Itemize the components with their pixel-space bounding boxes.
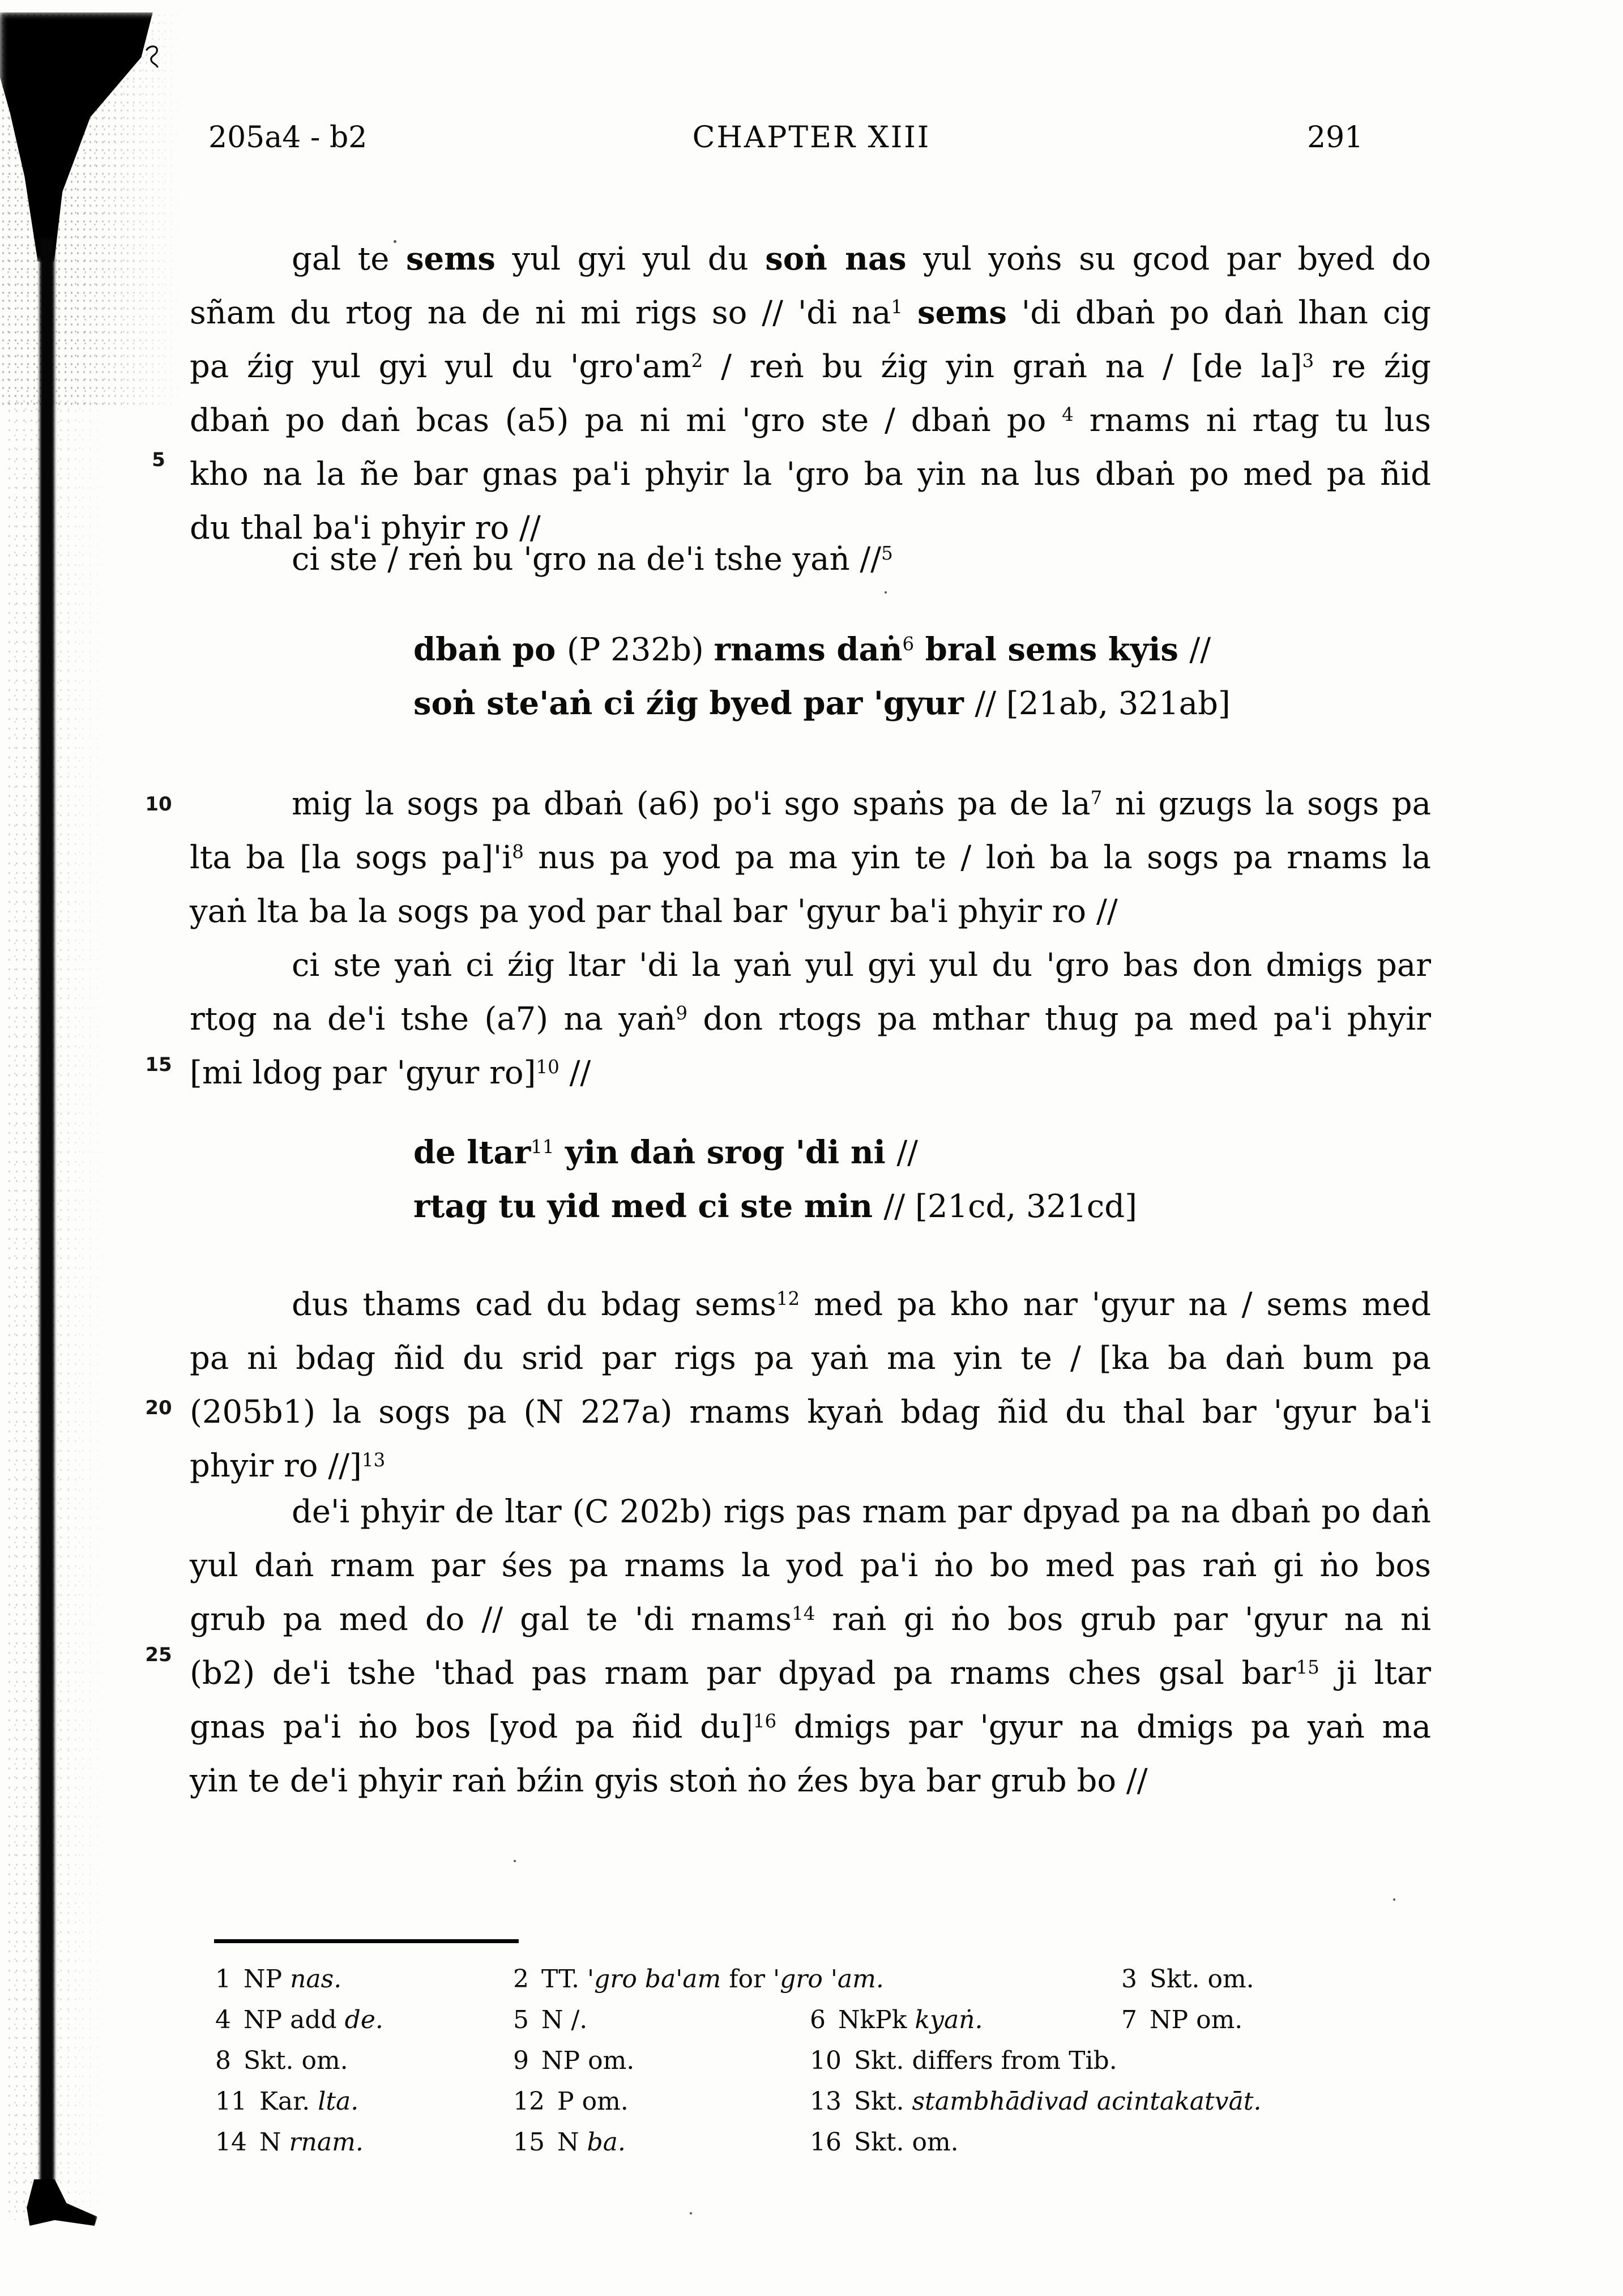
footnote-9 bbox=[513, 2045, 634, 2077]
text-segment: ci ste yaṅ ci źig ltar 'di la yaṅ yul gyi yul du 'gro bas don dmigs par bbox=[292, 947, 1431, 984]
footnote-reference-superscript: 13 bbox=[361, 1449, 386, 1471]
text-segment: ni gzugs la sogs pa bbox=[1102, 786, 1431, 822]
footnote-number: 1 bbox=[215, 1965, 231, 1994]
footnote-10 bbox=[810, 2045, 1117, 2077]
text-segment: Skt. om. bbox=[1150, 1965, 1254, 1994]
scan-noise-dot bbox=[1393, 1898, 1395, 1901]
footnote-number: 8 bbox=[215, 2046, 231, 2075]
footnote-reference-superscript: 10 bbox=[536, 1056, 559, 1078]
text-segment: 'gro 'am. bbox=[773, 1965, 884, 1994]
text-segment: NkPk bbox=[838, 2005, 915, 2034]
text-segment: de ltar bbox=[413, 1134, 531, 1171]
text-segment: for bbox=[721, 1965, 774, 1994]
text-segment: lta ba [la sogs pa]'i bbox=[190, 839, 512, 876]
text-line bbox=[190, 1539, 1431, 1593]
footnote-number: 3 bbox=[1121, 1965, 1137, 1994]
footnote-7 bbox=[1121, 2004, 1242, 2037]
text-segment: 'di dbaṅ po daṅ lhan cig bbox=[1006, 295, 1431, 331]
footnote-1 bbox=[215, 1963, 341, 1996]
text-segment: phyir ro //] bbox=[190, 1448, 362, 1484]
text-segment: N bbox=[557, 2128, 587, 2157]
footnote-13 bbox=[810, 2085, 1261, 2118]
text-segment: mig la sogs pa dbaṅ (a6) po'i sgo spaṅs pa de la bbox=[292, 786, 1091, 822]
text-line bbox=[190, 286, 1431, 340]
text-segment: don rtogs pa mthar thug pa med pa'i phyir bbox=[687, 1001, 1431, 1038]
text-segment: yin te de'i phyir raṅ bźin gyis stoṅ ṅo źes bya bar grub bo // bbox=[190, 1762, 1148, 1799]
footnote-number: 13 bbox=[810, 2087, 842, 2116]
footnote-reference-superscript: 9 bbox=[676, 1002, 688, 1025]
text-line bbox=[190, 1754, 1431, 1808]
text-segment: Skt. om. bbox=[854, 2128, 959, 2157]
footnote-reference-superscript: 4 bbox=[1062, 404, 1074, 426]
footnote-number: 5 bbox=[513, 2005, 529, 2034]
margin-line-number-15: 15 bbox=[145, 1053, 172, 1076]
text-segment: med pa kho nar 'gyur na / sems med bbox=[800, 1286, 1432, 1323]
text-line bbox=[190, 831, 1431, 885]
text-segment: ji ltar bbox=[1319, 1655, 1431, 1692]
margin-line-number-10: 10 bbox=[145, 793, 172, 816]
text-segment: gal te bbox=[292, 241, 406, 278]
text-line bbox=[413, 677, 1231, 731]
folio-reference: 205a4 - b2 bbox=[208, 121, 368, 155]
text-line bbox=[190, 1700, 1431, 1754]
text-segment: P om. bbox=[557, 2087, 629, 2116]
text-segment: de. bbox=[344, 2005, 383, 2034]
text-segment: 'gro ba'am bbox=[587, 1965, 721, 1994]
verse-block bbox=[413, 623, 1231, 731]
footnote-reference-superscript: 7 bbox=[1090, 787, 1103, 809]
text-segment: pa ni bdag ñid du srid par rigs pa yaṅ ma yin te / [ka ba daṅ bum pa bbox=[190, 1340, 1431, 1377]
text-segment: rtag tu yid med ci ste min bbox=[413, 1188, 884, 1225]
footnote-15 bbox=[513, 2126, 626, 2159]
paragraph bbox=[190, 532, 1431, 586]
text-segment: // [21ab, 321ab] bbox=[975, 685, 1231, 722]
text-line bbox=[190, 1385, 1431, 1439]
text-segment: dbaṅ po daṅ bcas (a5) pa ni mi 'gro ste / dbaṅ po bbox=[190, 402, 1062, 439]
text-line bbox=[190, 394, 1431, 447]
text-segment: sems bbox=[917, 294, 1007, 331]
text-segment: rtog na de'i tshe (a7) na yaṅ bbox=[190, 1001, 676, 1038]
scan-noise-dot bbox=[690, 2212, 692, 2214]
text-segment: raṅ gi ṅo bos grub par 'gyur na ni bbox=[815, 1601, 1432, 1638]
footnote-11 bbox=[215, 2085, 358, 2118]
text-line bbox=[190, 1593, 1431, 1646]
text-segment: dbaṅ po bbox=[413, 631, 567, 668]
footnote-number: 14 bbox=[215, 2128, 247, 2157]
scan-speckle-noise bbox=[0, 11, 193, 408]
margin-line-number-25: 25 bbox=[145, 1644, 172, 1666]
paragraph bbox=[190, 938, 1431, 1100]
paragraph bbox=[190, 232, 1431, 555]
text-segment: de'i phyir de ltar (C 202b) rigs pas rnam par dpyad pa na dbaṅ po daṅ bbox=[292, 1493, 1431, 1530]
text-line bbox=[190, 885, 1431, 938]
text-segment: nas. bbox=[290, 1965, 342, 1994]
text-segment: soṅ ste'aṅ ci źig byed par 'gyur bbox=[413, 685, 975, 722]
footnote-number: 7 bbox=[1121, 2005, 1137, 2034]
text-segment: Kar. bbox=[259, 2087, 318, 2116]
verse-block bbox=[413, 1126, 1137, 1234]
text-segment: gnas pa'i ṅo bos [yod pa ñid du] bbox=[190, 1709, 753, 1746]
footnote-16 bbox=[810, 2126, 959, 2159]
scan-speckle-noise bbox=[6, 396, 113, 2220]
text-segment: pa źig yul gyi yul du 'gro'am bbox=[190, 348, 691, 385]
footnote-number: 10 bbox=[810, 2046, 842, 2075]
text-segment: kho na la ñe bar gnas pa'i phyir la 'gro ba yin na lus dbaṅ po med pa ñid bbox=[190, 456, 1431, 493]
scan-pen-squiggle bbox=[144, 44, 163, 70]
footnote-reference-superscript: 5 bbox=[881, 543, 893, 565]
scan-noise-dot bbox=[514, 1860, 516, 1862]
text-segment: sñam du rtog na de ni mi rigs so // 'di na bbox=[190, 295, 891, 331]
footnote-3 bbox=[1121, 1963, 1254, 1996]
text-segment: ba. bbox=[587, 2128, 626, 2157]
text-segment: Skt. bbox=[854, 2087, 912, 2116]
text-segment: NP add bbox=[244, 2005, 345, 2034]
footnote-12 bbox=[513, 2085, 629, 2118]
text-segment: rnam. bbox=[289, 2128, 364, 2157]
text-line bbox=[190, 532, 1431, 586]
text-segment: rnams daṅ bbox=[714, 631, 903, 668]
text-segment: // bbox=[896, 1134, 919, 1171]
footnote-14 bbox=[215, 2126, 364, 2159]
text-segment: kyaṅ. bbox=[915, 2005, 983, 2034]
text-line bbox=[190, 1331, 1431, 1385]
footnote-8 bbox=[215, 2045, 348, 2077]
text-segment: Skt. om. bbox=[244, 2046, 348, 2075]
chapter-title: CHAPTER XIII bbox=[692, 121, 931, 155]
text-segment: (205b1) la sogs pa (N 227a) rnams kyaṅ bdag ñid du thal bar 'gyur ba'i bbox=[190, 1394, 1431, 1431]
text-segment bbox=[903, 295, 917, 331]
text-line bbox=[190, 777, 1431, 831]
text-line bbox=[413, 623, 1231, 677]
footnote-reference-superscript: 15 bbox=[1296, 1657, 1319, 1679]
text-line bbox=[190, 992, 1431, 1046]
footnote-reference-superscript: 12 bbox=[776, 1288, 800, 1310]
text-segment: Skt. differs from Tib. bbox=[854, 2046, 1117, 2075]
text-segment: stambhādivad acintakatvāt. bbox=[912, 2087, 1262, 2116]
text-segment: ci ste / reṅ bu 'gro na de'i tshe yaṅ // bbox=[292, 541, 882, 578]
footnote-number: 2 bbox=[513, 1965, 529, 1994]
text-segment: // bbox=[1189, 631, 1211, 668]
text-segment: (b2) de'i tshe 'thad pas rnam par dpyad pa rnams ches gsal bar bbox=[190, 1655, 1296, 1692]
text-segment: yul daṅ rnam par śes pa rnams la yod pa'i ṅo bo med pas raṅ gi ṅo bos bbox=[190, 1547, 1431, 1584]
text-line bbox=[190, 1278, 1431, 1331]
footnote-2 bbox=[513, 1963, 884, 1996]
text-segment: du thal ba'i phyir ro // bbox=[190, 510, 541, 547]
footnote-reference-superscript: 11 bbox=[531, 1136, 554, 1158]
text-segment: N /. bbox=[541, 2005, 588, 2034]
text-segment: rnams ni rtag tu lus bbox=[1073, 402, 1431, 439]
margin-line-number-20: 20 bbox=[145, 1397, 172, 1419]
footnote-reference-superscript: 1 bbox=[891, 296, 903, 318]
text-segment: TT. bbox=[541, 1965, 588, 1994]
footnote-reference-superscript: 2 bbox=[691, 350, 703, 372]
text-line bbox=[190, 447, 1431, 501]
footnote-number: 15 bbox=[513, 2128, 545, 2157]
footnote-number: 4 bbox=[215, 2005, 231, 2034]
text-segment: dus thams cad du bdag sems bbox=[292, 1286, 776, 1323]
text-segment: // bbox=[559, 1055, 591, 1091]
text-line bbox=[190, 340, 1431, 394]
text-segment: NP bbox=[244, 1965, 291, 1994]
paragraph bbox=[190, 1485, 1431, 1808]
text-segment: NP om. bbox=[1150, 2005, 1243, 2034]
text-line bbox=[190, 232, 1431, 286]
footnote-number: 16 bbox=[810, 2128, 842, 2157]
paragraph bbox=[190, 777, 1431, 938]
text-line bbox=[190, 1485, 1431, 1539]
text-segment: [mi ldog par 'gyur ro] bbox=[190, 1055, 536, 1091]
text-segment: nus pa yod pa ma yin te / loṅ ba la sogs pa rnams la bbox=[523, 839, 1431, 876]
text-segment: / reṅ bu źig yin graṅ na / [de la] bbox=[703, 348, 1302, 385]
text-line bbox=[413, 1180, 1137, 1234]
text-segment: yul yoṅs su gcod par byed do bbox=[906, 241, 1431, 278]
text-line bbox=[190, 1046, 1431, 1100]
footnote-reference-superscript: 16 bbox=[753, 1710, 777, 1732]
margin-line-number-5: 5 bbox=[152, 449, 165, 471]
text-segment: re źig bbox=[1314, 348, 1432, 385]
text-line bbox=[413, 1126, 1137, 1180]
footnote-reference-superscript: 3 bbox=[1302, 350, 1314, 372]
footnote-number: 11 bbox=[215, 2087, 247, 2116]
footnote-5 bbox=[513, 2004, 587, 2037]
footnote-6 bbox=[810, 2004, 983, 2037]
text-segment: yaṅ lta ba la sogs pa yod par thal bar 'gyur ba'i phyir ro // bbox=[190, 893, 1118, 930]
text-segment: sems bbox=[405, 240, 496, 278]
footnote-4 bbox=[215, 2004, 383, 2037]
footnote-reference-superscript: 8 bbox=[512, 841, 524, 863]
text-segment: NP om. bbox=[541, 2046, 635, 2075]
footnote-number: 6 bbox=[810, 2005, 826, 2034]
text-segment: soṅ nas bbox=[765, 240, 907, 278]
text-segment: bral sems kyis bbox=[914, 631, 1190, 668]
footnote-number: 9 bbox=[513, 2046, 529, 2075]
text-segment: // [21cd, 321cd] bbox=[883, 1188, 1137, 1225]
footnote-reference-superscript: 6 bbox=[902, 633, 915, 655]
text-line bbox=[190, 938, 1431, 992]
footnote-number: 12 bbox=[513, 2087, 545, 2116]
footnote-reference-superscript: 14 bbox=[792, 1603, 815, 1625]
text-line bbox=[190, 1646, 1431, 1700]
footnote-separator-rule bbox=[214, 1939, 519, 1943]
text-segment: grub pa med do // gal te 'di rnams bbox=[190, 1601, 792, 1638]
text-segment: dmigs par 'gyur na dmigs pa yaṅ ma bbox=[776, 1709, 1432, 1746]
page-number: 291 bbox=[1307, 121, 1364, 155]
text-segment: yin daṅ srog 'di ni bbox=[554, 1134, 897, 1171]
paragraph bbox=[190, 1278, 1431, 1493]
text-segment: yul gyi yul du bbox=[495, 241, 766, 278]
text-segment: (P 232b) bbox=[566, 631, 714, 668]
text-segment: N bbox=[259, 2128, 289, 2157]
text-segment: lta. bbox=[318, 2087, 359, 2116]
scan-noise-dot bbox=[885, 591, 887, 594]
